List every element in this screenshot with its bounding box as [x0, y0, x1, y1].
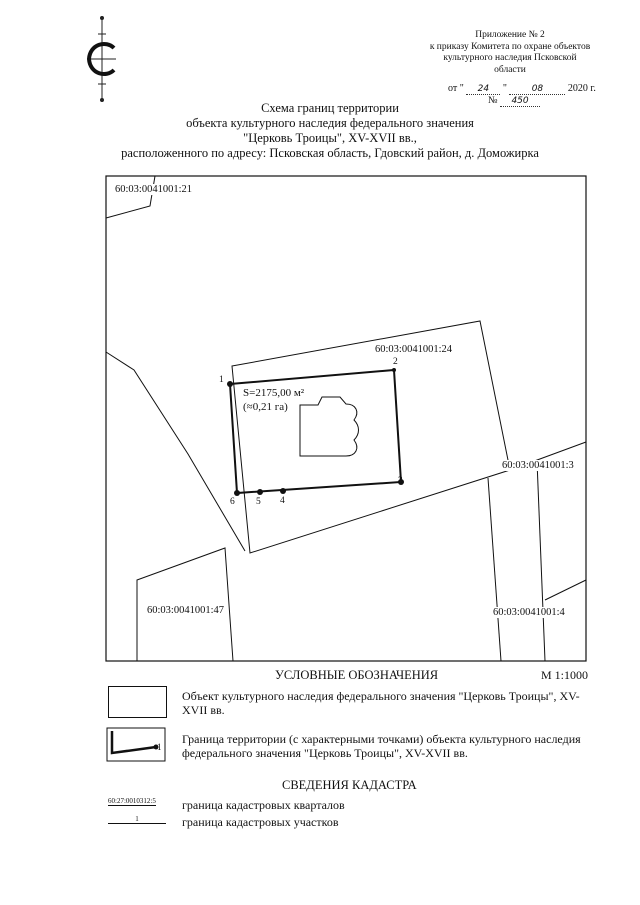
- point-label-1: 1: [219, 375, 224, 385]
- boundary-point-4: [280, 488, 286, 494]
- legend-point-label: 1: [157, 742, 162, 752]
- number-value: 450: [500, 96, 540, 107]
- legend-title: УСЛОВНЫЕ ОБОЗНАЧЕНИЯ: [275, 668, 439, 682]
- boundary-point-2: [392, 368, 396, 372]
- cadastre-parcel-symbol: 1: [108, 815, 166, 824]
- boundary-point-1: [227, 381, 233, 387]
- legend-scale: М 1:1000: [541, 668, 589, 682]
- cadastre-parcel-text: граница кадастровых участков: [182, 815, 339, 829]
- parcel-label-47: 60:03:0041001:47: [147, 605, 225, 616]
- boundary-point-5: [257, 489, 263, 495]
- date-mid: ": [502, 83, 507, 94]
- appendix-line1: Приложение № 2: [475, 30, 545, 40]
- parcel-label-21: 60:03:0041001:21: [115, 184, 193, 195]
- area-value: S=2175,00 м²: [243, 387, 305, 399]
- point-label-2: 2: [393, 357, 398, 367]
- appendix-line4: области: [494, 64, 526, 75]
- point-label-4: 4: [280, 496, 285, 506]
- appendix-line3: культурного наследия Псковской: [443, 53, 577, 63]
- parcel-4-boundary-2: [545, 580, 586, 600]
- church-outline: [300, 397, 359, 456]
- title-line4: расположенного по адресу: Псковская область, Гдовский район, д. Доможирка: [121, 146, 539, 160]
- parcel-label-24: 60:03:0041001:24: [375, 344, 453, 355]
- cadastre-title: СВЕДЕНИЯ КАДАСТРА: [282, 778, 417, 792]
- cadastre-quarter-symbol: 60:27:0010312:5: [108, 797, 156, 805]
- parcel-label-3: 60:03:0041001:3: [502, 460, 574, 471]
- point-label-3: 3: [398, 476, 403, 486]
- title-line1: Схема границ территории: [261, 101, 399, 115]
- parcel-4-boundary: [488, 478, 501, 661]
- cadastre-quarter-text: граница кадастровых кварталов: [182, 798, 345, 812]
- parcel-3-boundary-2: [537, 461, 545, 661]
- area-hectares: (≈0,21 га): [243, 401, 288, 413]
- date-year: 2020 г.: [567, 83, 596, 94]
- parcel-label-4: 60:03:0041001:4: [493, 607, 565, 618]
- boundary-point-6: [234, 490, 240, 496]
- point-label-5: 5: [256, 497, 261, 507]
- date-prefix: от ": [448, 83, 464, 94]
- parcel-24-boundary: [232, 321, 510, 553]
- point-label-6: 6: [230, 497, 235, 507]
- appendix-line2: к приказу Комитета по охране объектов: [429, 41, 591, 52]
- parcel-21-boundary: [106, 176, 155, 218]
- title-line3: "Церковь Троицы", XV-XVII вв.,: [243, 131, 417, 145]
- legend-swatch-object: [108, 686, 167, 718]
- date-day: 24: [466, 84, 500, 95]
- number-prefix: №: [488, 95, 498, 106]
- legend-item-object: Объект культурного наследия федерального значения "Церковь Троицы", XV-XVII вв.: [182, 689, 580, 717]
- road-boundary: [106, 352, 245, 551]
- title-line2: объекта культурного наследия федерального значения: [186, 116, 474, 130]
- date-month: 08: [509, 84, 565, 95]
- legend-item-boundary: Граница территории (с характерными точками) объекта культурного наследия федерального значения "Церковь Троицы", XV-XVII вв.: [182, 732, 581, 760]
